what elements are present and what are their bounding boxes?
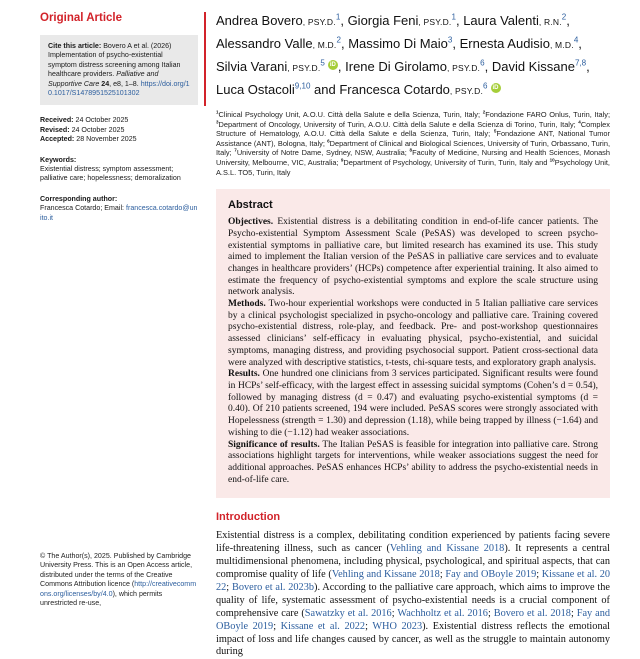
author-name: Luca Ostacoli — [216, 82, 295, 97]
copyright-text-post: ), which permits unrestricted re-use, — [40, 589, 163, 608]
cite-journal: Palliative and Supportive Care — [48, 70, 159, 88]
left-sidebar — [40, 12, 198, 234]
cite-label: Cite this article: — [48, 42, 102, 50]
affiliation-number: 4 — [578, 119, 581, 125]
author-degree: , PSY.D. — [447, 63, 481, 73]
citation-link[interactable]: Bovero et al. 2023b — [232, 581, 315, 593]
citation-link[interactable]: Sawatzky et al. 2016 — [304, 607, 392, 619]
author-affiliation-sup: 6 — [480, 58, 485, 68]
author-affiliation-sup: 3 — [447, 35, 453, 45]
citation-link[interactable]: Kissane et al. 2022 — [216, 569, 611, 593]
author-affiliation-sup: 1 — [335, 12, 341, 22]
affiliation-number: 7 — [234, 147, 237, 153]
author-name: Francesca Cotardo — [339, 82, 450, 97]
author-affiliation-sup: 7,8 — [574, 58, 587, 68]
citation-link[interactable]: Vehling and Kissane 2018 — [389, 543, 505, 555]
author-degree: , PSY.D. — [287, 63, 321, 73]
doi-link[interactable]: https://doi.org/10.1017/S1478951525101302 — [48, 79, 190, 98]
copyright-text: © The Author(s), 2025. Published by Cambridge University Press. This is an Open Access article, distributed under the terms of the Creative Commons Attribution licence ( — [40, 552, 193, 589]
affiliation-number: 5 — [493, 128, 497, 134]
abstract-paragraphs — [228, 217, 598, 486]
corresponding-label: Corresponding author: — [40, 194, 118, 203]
author-affiliation-sup: 4 — [573, 35, 579, 45]
abstract-heading: Abstract — [228, 199, 273, 212]
citation-link[interactable]: Bovero et al. 2018 — [493, 607, 571, 619]
author-name: David Kissane — [491, 59, 575, 74]
keywords-text: Existential distress; symptom assessment; palliative care; hopelessness; demoralization — [40, 165, 181, 183]
abstract-paragraph: Objectives. Existential distress is a debilitating condition in end-of-life cancer patients. The Psycho-existential Symptom Assessment Scale (PeSAS) was developed to screen psycho-existential symptoms in palliative care, but limited research has examined its use. This study aimed to implement the Italian version of the PeSAS in palliative care services and to evaluate changes in healthcare providers’ (HCPs) competence after experiential training. It also aimed to estimate the frequency of psycho-existential symptoms and explore the scale structure using network analysis. — [228, 217, 598, 298]
affiliation-number: 3 — [216, 119, 219, 125]
revised-date — [40, 126, 198, 135]
author-affiliation-sup: 2 — [336, 35, 341, 45]
affiliation-number: 8 — [409, 147, 413, 153]
introduction-heading: Introduction — [216, 511, 281, 524]
corresponding-name: Francesca Cotardo; — [40, 204, 103, 213]
author-name: Laura Valenti — [463, 13, 539, 28]
corresponding-author-block — [40, 195, 198, 223]
author-affiliation-sup: 2 — [561, 12, 567, 22]
revised-value: 24 October 2025 — [71, 125, 125, 134]
keywords-block — [40, 156, 198, 184]
author-list: Andrea Bovero, PSY.D.$^1$, Giorgia Feni, PSY.D.$^1$, Laura Valenti, R.N.$^2$, Alessandro Valle, M.D.$^2$, Massimo Di Maio$^3$, Ernesta Audisio, M.D.$^4$, Silvia Varani, PSY.D.$^5$ iD , Irene Di Girolamo, PSY.D.$^6$, David Kissane$^{7,8}$, Luca Ostacoli$^{9,10}$ and Francesca Cotardo, PSY.D.$^6$ iD — [216, 12, 590, 97]
author-name: Silvia Varani — [216, 59, 288, 74]
author-name: Andrea Bovero — [216, 13, 303, 28]
affiliation-number: 10 — [549, 157, 555, 163]
affiliation-number: 1 — [216, 109, 219, 115]
abstract-paragraph-label: Objectives. — [228, 217, 274, 228]
received-value: 24 October 2025 — [75, 116, 129, 125]
abstract-paragraph: Significance of results. The Italian PeSAS is feasible for integration into palliative care. Strong associations highlight targets for interventions, while weaker associations suggest the need for additional approaches. PeSAS enhances HCPs’ ability to address the psycho-existential needs in end-of-life care. — [228, 439, 598, 485]
accepted-label: Accepted: — [40, 135, 75, 144]
author-degree: , R.N. — [538, 17, 562, 27]
author-affiliation-sup: 6 — [483, 81, 488, 91]
cite-pages: , e8, 1–8. — [109, 79, 139, 88]
citation-link[interactable]: Wachholtz et al. 2016 — [397, 607, 488, 619]
orcid-icon[interactable]: iD — [329, 61, 336, 68]
author-degree: , PSY.D. — [418, 17, 452, 27]
main-column — [216, 10, 610, 659]
author-name: Massimo Di Maio — [348, 36, 448, 51]
cite-box — [40, 35, 198, 105]
abstract-paragraph: Results. One hundred one clinicians from 3 services participated. Significant results were found in HCPs’ self-efficacy, with the largest effect in assessing suicidal symptoms (Cohen’s d = 0.54), followed by managing distress (d = 0.47) and evaluating psycho-existential symptoms (d = 0.40). Of 210 patients screened, 194 were included. PeSAS scores were strongly associated with Hopelessness (strength = 1.30) and depression (1.18), while being trapped by illness (−1.64) and wishing to die (−1.12) had weaker associations. — [228, 369, 598, 438]
author-name: Irene Di Girolamo — [345, 59, 447, 74]
copyright-notice — [40, 552, 198, 608]
abstract-paragraph-label: Methods. — [228, 299, 266, 310]
article-type-label: Original Article — [40, 12, 123, 24]
received-label: Received: — [40, 116, 74, 125]
citation-link[interactable]: Fay and OBoyle 2019 — [216, 607, 611, 632]
affiliation-number: 2 — [482, 109, 486, 115]
author-name: Giorgia Feni — [347, 13, 419, 28]
author-affiliation-sup: 5 — [320, 58, 325, 68]
orcid-icon[interactable]: iD — [492, 84, 499, 91]
affiliations: $^1$Clinical Psychology Unit, A.O.U. Città della Salute e della Scienza, Turin, Italy; $^2$Fondazione FARO Onlus, Turin, Italy; $^3$Department of Oncology, University of Turin, A.O.U. Città della Salute e della Scienza di Torino, Turin, Italy; $^4$Complex Structure of Hematology, A.O.U. Città della Salute e della Scienza, Turin, Italy; $^5$Fondazione ANT, National Tumor Assistance (ANT), Bologna, Italy; $^6$Department of Clinical and Biological Sciences, University of Turin, Orbassano, Turin, Italy; $^7$University of Notre Dame, Sydney, NSW, Australia; $^8$Faculty of Medicine, Nursing and Health Sciences, Monash University, Melbourne, VIC, Australia; $^9$Department of Psychology, University of Turin, Turin, Italy and $^{10}$Psychology Unit, A.S.L. TO5, Turin, Italy — [216, 109, 611, 177]
author-affiliation-sup: 9,10 — [294, 81, 311, 91]
accepted-value: 28 November 2025 — [76, 135, 137, 144]
accent-rule — [204, 12, 206, 106]
keywords-label: Keywords: — [40, 155, 77, 164]
abstract-paragraph: Methods. Two-hour experiential workshops were conducted in 5 Italian palliative care services by a clinical psychologist specialized in psycho-oncology and palliative care. Training covered psycho-existential distress, role-play, and feedback. Pre- and post-workshop questionnaires assessed clinicians’ self-efficacy in evaluating physical, psycho-existential, and suicidal symptoms, managing distress, and providing psychosocial support. Patient cross-sectional data were analyzed with descriptive statistics, t-tests, chi-square tests, and exploratory graph analysis. — [228, 299, 598, 368]
abstract-paragraph-label: Significance of results. — [228, 439, 320, 450]
affiliation-number: 9 — [340, 157, 344, 163]
author-name: Ernesta Audisio — [459, 36, 550, 51]
author-degree: , PSY.D. — [302, 17, 336, 27]
license-link[interactable]: http://creativecommons.org/licenses/by/4.0 — [40, 580, 197, 598]
article-dates — [40, 116, 198, 144]
affiliation-number: 6 — [327, 138, 330, 144]
revised-label: Revised: — [40, 125, 70, 134]
citation-link[interactable]: Fay and OBoyle 2019 — [445, 569, 537, 581]
intro-paragraph: Existential distress is a complex, debilitating condition experienced by patients facing severe life-threatening illness, such as cancer (Vehling and Kissane 2018). It represents a central multidimensional phenomena, including physical, psychological, and spiritual aspects, that can compromise quality of life (Vehling and Kissane 2018; Fay and OBoyle 2019; Kissane et al. 2022; Bovero et al. 2023b). According to the palliative care approach, which aims to improve the quality of life, systematic assessment of psycho-existential needs is a crucial component of comprehensive care (Sawatzky et al. 2016; Wachholtz et al. 2016; Bovero et al. 2018; Fay and OBoyle 2019; Kissane et al. 2022; WHO 2023). Existential distress reflects the emotional impact of loss and life changes caused by cancer, as well as the struggle to maintain autonomy during — [216, 530, 611, 658]
cite-volume: 24 — [101, 79, 110, 88]
cite-body: Bovero A et al. (2026) Implementation of psycho-existential symptom distress screening among Italian healthcare providers. — [48, 42, 181, 79]
citation-link[interactable]: Kissane et al. 2022 — [280, 620, 366, 632]
author-name: Alessandro Valle — [216, 36, 313, 51]
abstract-section — [216, 189, 610, 498]
citation-link[interactable]: WHO 2023 — [372, 620, 423, 632]
received-date — [40, 116, 198, 125]
citation-link[interactable]: Vehling and Kissane 2018 — [331, 569, 440, 581]
author-affiliation-sup: 1 — [451, 12, 456, 22]
author-degree: , M.D. — [312, 40, 337, 50]
accepted-date — [40, 135, 198, 144]
author-degree: , M.D. — [549, 40, 574, 50]
email-link[interactable]: francesca.cotardo@unito.it — [40, 204, 198, 222]
email-label: Email: — [104, 204, 124, 213]
abstract-paragraph-label: Results. — [228, 369, 260, 380]
author-degree: , PSY.D. — [449, 86, 484, 96]
